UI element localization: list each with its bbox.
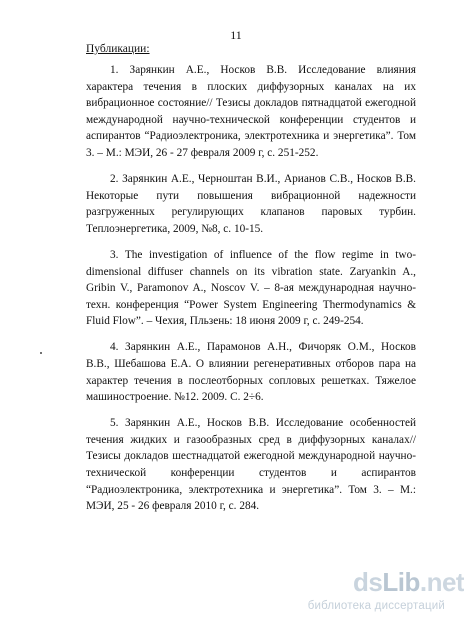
- publications-list: [86, 62, 416, 515]
- dslib-logo: [353, 568, 464, 596]
- logo-lib: Lib: [382, 567, 420, 597]
- watermark-caption: библиотека диссертаций: [307, 600, 445, 612]
- publication-item-3: 3. The investigation of influence of the flow regime in two-dimensional diffuser channels on its vibration state. Zaryankin A., Gribin V., Paramonov A., Noscov V. – 8-ая международная научно-техн. конференция “Power System Engineering Thermodynamics & Fluid Flow”. – Чехия, Пльзень: 18 июня 2009 г, с. 249-254.: [86, 248, 416, 328]
- publication-item-4: 4. Зарянкин А.Е., Парамонов А.Н., Фичоряк О.М., Носков В.В., Шебашова Е.А. О влиянии регенеративных отборов пара на характер течения в послеотборных сопловых решетках. Тяжелое машиностроение. №12. 2009. С. 2÷6.: [86, 341, 416, 404]
- page-number: 11: [230, 28, 242, 42]
- publications-heading: Публикации:: [86, 43, 150, 55]
- dslib-watermark: [300, 567, 464, 614]
- logo-net: .net: [419, 567, 464, 597]
- publication-item-2: 2. Зарянкин А.Е., Черноштан В.И., Арианов С.В., Носков В.В. Некоторые пути повышения вибрационной надежности разгруженных регулирующих клапанов паровых турбин. Теплоэнергетика, 2009, №8, с. 10-15.: [86, 173, 416, 235]
- scan-speck: [40, 352, 42, 354]
- publication-item-1: 1. Зарянкин А.Е., Носков В.В. Исследование влияния характера течения в плоских диффузорных каналах на их вибрационное состояние// Тезисы докладов пятнадцатой ежегодной международной научно-технической конференции студентов и аспирантов “Радиоэлектроника, электротехника и энергетика”. Том 3. – М.: МЭИ, 26 - 27 февраля 2009 г, с. 251-252.: [86, 64, 416, 159]
- publication-item-5: 5. Зарянкин А.Е., Носков В.В. Исследование особенностей течения жидких и газообразных сред в диффузорных каналах// Тезисы докладов шестнадцатой ежегодной международной научно-технической конференции студентов и аспирантов “Радиоэлектроника, электротехника и энергетика”. Том 3. – М.: МЭИ, 25 - 26 февраля 2010 г, с. 284.: [86, 417, 416, 513]
- logo-ds: ds: [353, 567, 383, 597]
